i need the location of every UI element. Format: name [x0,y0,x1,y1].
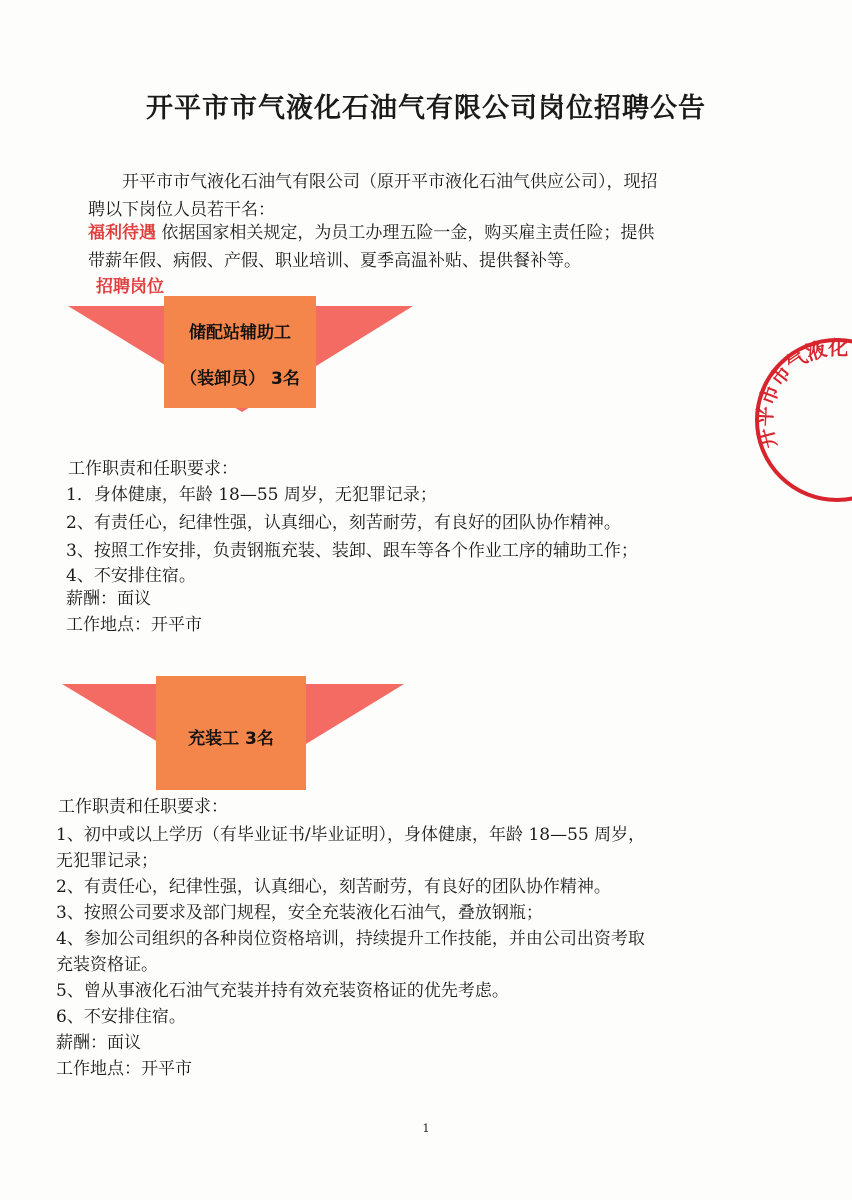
benefits-line-2: 带薪年假、病假、产假、职业培训、夏季高温补贴、提供餐补等。 [88,251,581,271]
job2-item-3: 3、按照公司要求及部门规程，安全充装液化石油气，叠放钢瓶； [56,903,543,923]
intro-line-2: 聘以下岗位人员若干名： [88,200,275,220]
company-seal [752,335,852,509]
job2-item-6: 6、不安排住宿。 [56,1007,186,1027]
job1-item-2: 2、有责任心，纪律性强，认真细心，刻苦耐劳，有良好的团队协作精神。 [66,513,621,533]
job1-title-box [164,296,316,408]
job1-banner [68,296,416,412]
benefits-line-1: 依据国家相关规定，为员工办理五险一金，购买雇主责任险；提供 [161,223,655,243]
job1-title-line1: 储配站辅助工 [189,323,291,343]
job2-item-5: 5、曾从事液化石油气充装并持有效充装资格证的优先考虑。 [56,981,509,1001]
job2-salary: 薪酬：面议 [56,1033,141,1053]
job1-req-heading: 工作职责和任职要求： [68,459,238,479]
job2-item-4: 4、参加公司组织的各种岗位资格培训，持续提升工作技能，并由公司出资考取 [56,929,645,949]
job1-item-1: 1．身体健康，年龄 18—55 周岁，无犯罪记录； [66,485,437,505]
job2-location: 工作地点：开平市 [56,1059,192,1079]
job2-banner [62,676,406,792]
job2-item-1: 1、初中或以上学历（有毕业证书/毕业证明），身体健康，年龄 18—55 周岁， [56,825,646,845]
job1-item-3: 3、按照工作安排，负责钢瓶充装、装卸、跟车等各个作业工序的辅助工作； [66,541,638,561]
page-title: 开平市市气液化石油气有限公司岗位招聘公告 [146,93,706,124]
positions-label: 招聘岗位 [96,277,164,297]
job1-location: 工作地点：开平市 [66,615,202,635]
page-number: 1 [422,1122,430,1135]
job2-title-box [156,676,306,790]
intro-paragraph [88,168,778,196]
benefits-paragraph [88,219,778,247]
job2-item-4-cont: 充装资格证。 [56,955,158,975]
job1-title-line2: （装卸员） 3名 [180,369,300,389]
job2-title: 充装工 3名 [188,729,274,749]
benefits-label: 福利待遇 [88,223,156,243]
job1-salary: 薪酬：面议 [66,589,151,609]
job2-req-heading: 工作职责和任职要求： [58,797,228,817]
svg-text:开平市市气液化: 开平市市气液化 [752,335,849,452]
job2-item-1-cont: 无犯罪记录； [56,851,158,871]
job1-item-4: 4、不安排住宿。 [66,566,196,586]
intro-line-1: 开平市市气液化石油气有限公司（原开平市液化石油气供应公司），现招 [122,172,658,192]
job2-item-2: 2、有责任心，纪律性强，认真细心，刻苦耐劳，有良好的团队协作精神。 [56,877,611,897]
